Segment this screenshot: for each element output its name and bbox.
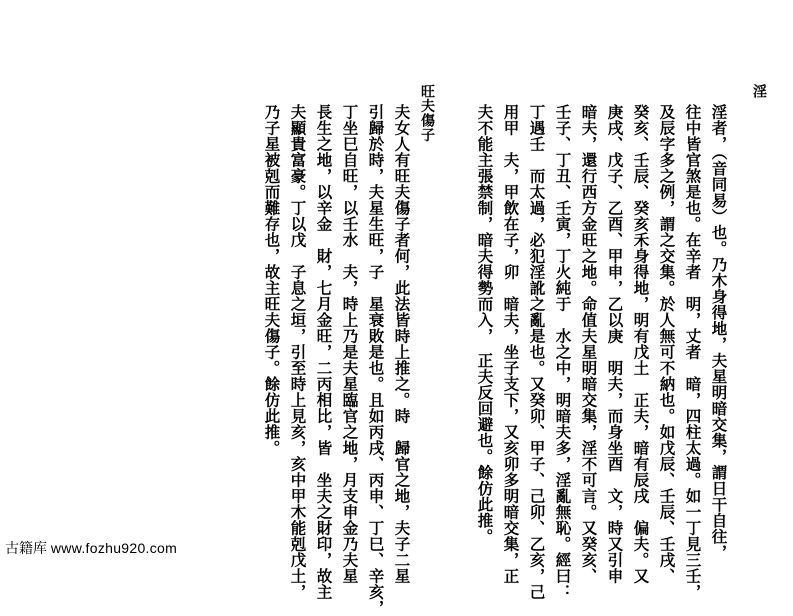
section-1-title: 淫 bbox=[751, 84, 767, 99]
section-1-line-4: 癸亥、壬辰、癸亥禾身得地，明有戊土 正夫，暗有辰戌 偏夫。又 bbox=[631, 104, 650, 584]
section-1-line-8: 丁遇壬 而太過，必犯淫訛之亂是也。又癸卯、甲子、己卯、乙亥，己 bbox=[527, 104, 546, 600]
section-1-line-2: 往中皆官煞是也。在辛者 明，丈者 暗，四柱太過。如一丁見三壬， bbox=[683, 104, 702, 600]
section-1-line-3: 及辰字多之例，謂之交集。於人無可不納也。如戊辰、壬辰、壬戌、 bbox=[657, 104, 676, 584]
section-2-line-1: 夫女人有旺夫傷子者何，此法皆時上推之。時 歸官之地，夫子二星 bbox=[392, 104, 411, 584]
section-1-line-1: 淫者，（音同易）也。乃木身得地，夫星明暗交集，謂日干自往， bbox=[709, 104, 728, 561]
footer-url-link[interactable]: www.fozhu920.com bbox=[50, 540, 178, 556]
footer-watermark bbox=[5, 538, 177, 558]
footer-site-name: 古籍库 bbox=[5, 540, 47, 556]
section-2-line-6: 乃子星被剋而難存也，故主旺夫傷子。餘仿此推。 bbox=[262, 104, 281, 456]
section-2-title: 旺夫傷子 bbox=[419, 84, 435, 142]
section-2-line-5: 夫顯貴富豪。丁以戊 子息之垣，引至時上見亥，亥中甲木能剋戊土， bbox=[288, 104, 307, 600]
section-1-line-6: 暗夫，還行西方金旺之地。命值夫星明暗交集，淫不可言。又癸亥、 bbox=[579, 104, 598, 584]
section-2-line-4: 長生之地，以辛金 財，七月金旺，二丙相比，皆 坐夫之財印，故主 bbox=[314, 104, 333, 600]
section-1-line-7: 壬子、丁丑、壬寅，丁火純于 水之中，明暗夫多，淫亂無恥。經曰： bbox=[553, 104, 572, 600]
section-2-line-2: 引歸於時，夫星生旺，子 星衰敗是也。且如丙戌、丙申、丁巳、辛亥， bbox=[366, 104, 385, 616]
section-1-line-10: 夫不能主張禁制，暗夫得勢而入， 正夫反回避也。餘仿此推。 bbox=[475, 104, 494, 545]
section-1-line-9: 用甲 夫，甲飲在子，卯 暗夫，坐子支下，又亥卯多明暗交集，正 bbox=[501, 104, 520, 584]
section-2-line-3: 丁坐巳自旺，以壬水 夫，時上乃是夫星臨官之地，月支申金乃夫星 bbox=[340, 104, 359, 584]
section-1-line-5: 庚戌、戊子、乙酉、甲申，乙以庚 明夫，而身坐酉 文，時又引申 bbox=[605, 104, 624, 584]
